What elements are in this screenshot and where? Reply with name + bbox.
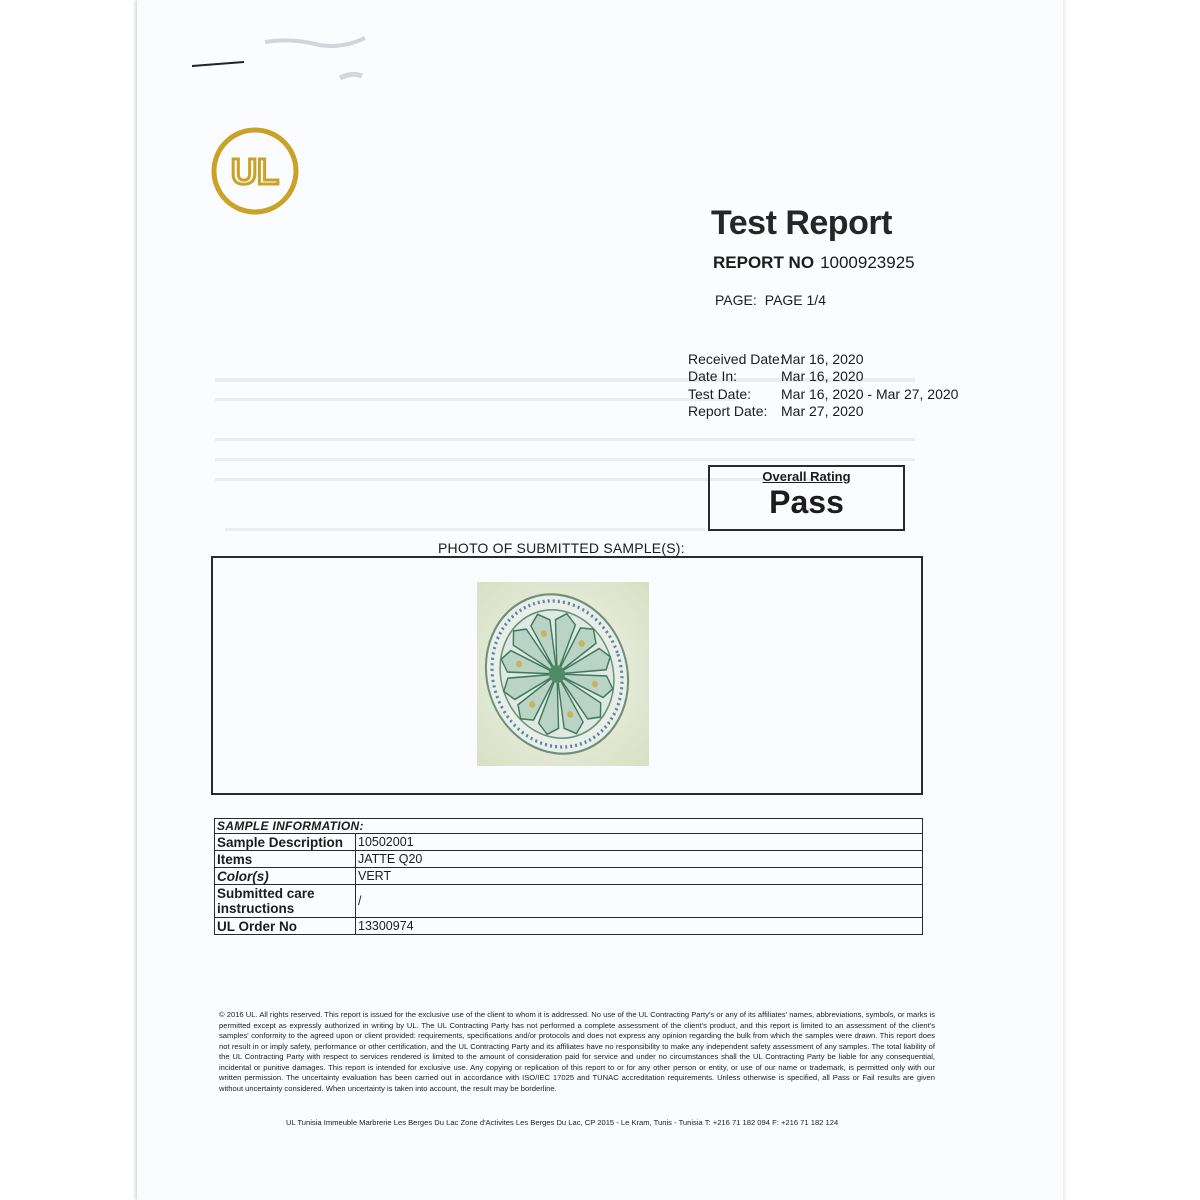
overall-rating-value: Pass bbox=[769, 484, 844, 520]
row-label: UL Order No bbox=[215, 918, 356, 935]
row-value: 10502001 bbox=[356, 834, 923, 851]
report-number-line bbox=[713, 253, 915, 273]
overall-rating-box bbox=[708, 465, 905, 531]
row-label: Items bbox=[215, 851, 356, 868]
report-title: Test Report bbox=[711, 204, 892, 242]
row-label: Sample Description bbox=[215, 834, 356, 851]
date-value: Mar 16, 2020 bbox=[781, 368, 864, 385]
table-row bbox=[215, 819, 923, 834]
ul-logo-icon bbox=[211, 127, 299, 215]
date-label: Report Date: bbox=[688, 402, 768, 419]
date-row bbox=[688, 351, 958, 368]
page-indicator bbox=[715, 292, 834, 308]
row-value: VERT bbox=[356, 868, 923, 885]
date-label: Test Date: bbox=[688, 385, 752, 402]
table-row bbox=[215, 851, 923, 868]
date-label: Date In: bbox=[688, 368, 738, 385]
date-row bbox=[688, 368, 958, 385]
table-row bbox=[215, 885, 923, 918]
sample-plate-image bbox=[477, 582, 649, 766]
table-row bbox=[215, 868, 923, 885]
legal-disclaimer: © 2016 UL. All rights reserved. This report is issued for the exclusive use of the client to whom it is addressed. No use of the UL Contracting Party's or any of its affiliates' names, abbreviations, symbols, or marks is permitted except as expressly authorized in writing by UL. The UL Contracting Party has not performed a complete assessment of the client's product, and this report is limited to an assessment of the client's samples' conformity to the agreed upon or client provided: requirements, specifications and/or protocols and does not express any opinion regarding the bulk from which the samples were drawn. This report does not result in or imply safety, performance or other certification, and the UL Contracting Party and its affiliates have no responsibility to make any independent safety assessment of any samples. The total liability of the UL Contracting Party with respect to services rendered is limited to the amount of consideration paid for service and under no circumstances shall the UL Contracting Party be liable for any consequential, incidental or punitive damages. This report is intended for exclusive use. Any copying or replication of this report to or for any other person or entity, or use of our name or trademark, is permitted only with our written permission. The uncertainty evaluation has been carried out in accordance with ISO/IEC 17025 and TUNAC accreditation requirements. Unless otherwise is specified, all Pass or Fail results are given without uncertainty considered. When uncertainty is taken into account, the result may be borderline. bbox=[219, 1010, 935, 1093]
row-value: / bbox=[356, 885, 923, 918]
date-label: Received Date: bbox=[688, 351, 784, 367]
report-no-value: 1000923925 bbox=[820, 253, 915, 272]
sample-information-table bbox=[214, 818, 923, 935]
row-value: 13300974 bbox=[356, 918, 923, 935]
scan-mark bbox=[192, 60, 244, 68]
page-value: PAGE 1/4 bbox=[764, 292, 826, 308]
photo-caption: PHOTO OF SUBMITTED SAMPLE(S): bbox=[438, 540, 685, 556]
lab-address: UL Tunisia Immeuble Marbrerie Les Berges Du Lac Zone d'Activites Les Berges Du Lac, CP 2015 - Le Kram, Tunis - Tunisia T: +216 71 182 094 F: +216 71 182 124 bbox=[286, 1118, 839, 1127]
date-value: Mar 16, 2020 - Mar 27, 2020 bbox=[781, 385, 959, 402]
row-value: JATTE Q20 bbox=[356, 851, 923, 868]
sample-information-header: SAMPLE INFORMATION: bbox=[215, 819, 923, 834]
report-no-label: REPORT NO bbox=[713, 253, 815, 272]
date-row bbox=[688, 403, 958, 420]
page-label: PAGE: bbox=[715, 292, 757, 308]
table-row bbox=[215, 834, 923, 851]
table-row bbox=[215, 918, 923, 935]
date-value: Mar 27, 2020 bbox=[781, 402, 864, 419]
date-row bbox=[688, 386, 958, 403]
scan-smudge bbox=[260, 30, 370, 90]
row-label: Color(s) bbox=[215, 868, 356, 885]
overall-rating-label: Overall Rating bbox=[762, 469, 851, 484]
dates-block bbox=[688, 351, 958, 420]
ul-logo-text: UL bbox=[231, 151, 279, 192]
date-value: Mar 16, 2020 bbox=[781, 351, 864, 367]
row-label: Submitted care instructions bbox=[215, 885, 356, 918]
